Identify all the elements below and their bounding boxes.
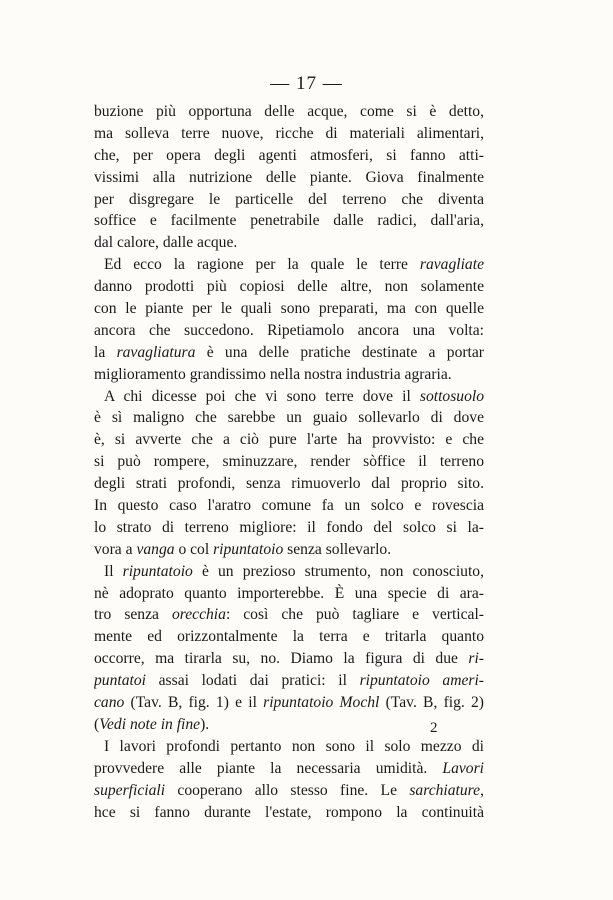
text-run: A chi dicesse poi che vi sono terre dove il <box>104 387 420 405</box>
text-line <box>94 583 484 605</box>
text-run: (Tav. B, fig. 1) e il <box>124 694 264 712</box>
text-line <box>94 736 484 758</box>
text-line <box>94 802 484 824</box>
text-run: ( <box>94 715 100 733</box>
text-run: si può rompere, sminuzzare, render sòffice il terreno <box>94 453 484 471</box>
text-line <box>94 189 484 211</box>
text-line <box>94 101 484 123</box>
text-run: senza sollevarlo. <box>283 540 392 558</box>
italic-run: vanga <box>136 540 175 558</box>
text-run: degli strati profondi, senza rimuoverlo dal proprio sito. <box>94 475 484 493</box>
text-run: In questo caso l'aratro comune fa un solco e rovescia <box>94 497 484 515</box>
italic-run: Vedi note in fine <box>99 715 201 733</box>
text-run: ma solleva terre nuove, ricche di materiali alimentari, <box>94 124 484 142</box>
text-run: danno prodotti più copiosi delle altre, non solamente <box>94 278 484 296</box>
text-run: occorre, ma tirarla su, no. Diamo la figura di due <box>94 650 469 668</box>
body-text <box>94 101 484 823</box>
italic-run: ripuntatoio Mochl <box>263 694 380 712</box>
text-line <box>94 626 484 648</box>
page-number: — 17 — <box>270 73 343 94</box>
text-line <box>94 298 484 320</box>
signature-mark: 2 <box>430 720 438 736</box>
italic-run: Lavori <box>442 759 484 777</box>
text-line <box>94 539 484 561</box>
text-run: per disgregare le particelle del terreno che diventa <box>94 190 484 208</box>
text-run: provvedere alle piante la necessaria umidità. <box>94 759 443 777</box>
text-line <box>94 342 484 364</box>
text-run: lo strato di terreno migliore: il fondo del solco si la- <box>94 518 484 536</box>
text-line <box>94 604 484 626</box>
italic-run: puntatoi <box>94 672 146 690</box>
text-run: Ed ecco la ragione per la quale le terre <box>104 256 420 274</box>
text-run: hce si fanno durante l'estate, rompono la continuità <box>94 803 484 821</box>
italic-run: ripuntatoio <box>213 540 284 558</box>
text-line <box>94 451 484 473</box>
text-run: con le piante per le quali sono preparati, ma con quelle <box>94 300 484 318</box>
text-line <box>94 407 484 429</box>
text-line <box>94 517 484 539</box>
italic-run: ravagliatura <box>116 343 196 361</box>
italic-run: superficiali <box>94 781 166 799</box>
text-run: o col <box>174 540 214 558</box>
text-run: assai lodati dai pratici: il <box>145 672 360 690</box>
text-line <box>94 758 484 780</box>
italic-run: ripuntatoio ameri- <box>359 672 484 690</box>
text-run: cooperano allo stesso fine. Le <box>165 781 410 799</box>
text-run: vora a <box>94 540 137 558</box>
text-line <box>94 320 484 342</box>
italic-run: ri- <box>468 650 484 668</box>
text-run: miglioramento grandissimo nella nostra industria agraria. <box>94 365 452 383</box>
text-run: è un prezioso strumento, non conosciuto, <box>192 562 484 580</box>
text-line <box>94 123 484 145</box>
italic-run: sottosuolo <box>419 387 484 405</box>
text-run: : così che può tagliare e vertical- <box>225 606 484 624</box>
text-line <box>94 276 484 298</box>
text-run: ). <box>200 715 210 733</box>
text-line <box>94 648 484 670</box>
text-run: è, si avverte che a ciò pure l'arte ha provvisto: e che <box>94 431 484 449</box>
text-run: è sì maligno che sarebbe un guaio sollevarlo di dove <box>94 409 484 427</box>
text-run: dal calore, dalle acque. <box>94 234 238 252</box>
text-run: nè adoprato quanto importerebbe. È una specie di ara- <box>94 584 484 602</box>
italic-run: cano <box>94 694 125 712</box>
text-run: Il <box>104 562 123 580</box>
text-run: , <box>480 781 484 799</box>
italic-run: ripuntatoio <box>122 562 193 580</box>
text-run: che, per opera degli agenti atmosferi, si fanno atti- <box>94 146 484 164</box>
text-run: mente ed orizzontalmente la terra e tritarla quanto <box>94 628 484 646</box>
text-line <box>94 495 484 517</box>
italic-run: orecchia <box>171 606 226 624</box>
text-line <box>94 364 484 386</box>
text-run: buzione più opportuna delle acque, come si è detto, <box>94 103 484 120</box>
text-line <box>94 386 484 408</box>
text-line <box>94 145 484 167</box>
text-line <box>94 473 484 495</box>
italic-run: sarchiature <box>409 781 481 799</box>
text-run: I lavori profondi pertanto non sono il solo mezzo di <box>104 737 484 755</box>
text-line <box>94 780 484 802</box>
text-run: vissimi alla nutrizione delle piante. Giova finalmente <box>94 168 484 186</box>
text-line <box>94 692 484 714</box>
text-line <box>94 714 484 736</box>
text-line <box>94 561 484 583</box>
text-run: la <box>94 343 117 361</box>
text-run: tro senza <box>94 606 172 624</box>
italic-run: ravagliate <box>419 256 484 274</box>
text-line <box>94 210 484 232</box>
text-line <box>94 254 484 276</box>
text-run: (Tav. B, fig. 2) <box>379 694 484 712</box>
text-line <box>94 167 484 189</box>
text-run: soffice e facilmente penetrabile dalle radici, dall'aria, <box>94 212 484 230</box>
text-run: ancora che succedono. Ripetiamolo ancora una volta: <box>94 321 484 339</box>
text-run: è una delle pratiche destinate a portar <box>195 343 484 361</box>
text-line <box>94 670 484 692</box>
text-line <box>94 429 484 451</box>
text-line <box>94 232 484 254</box>
